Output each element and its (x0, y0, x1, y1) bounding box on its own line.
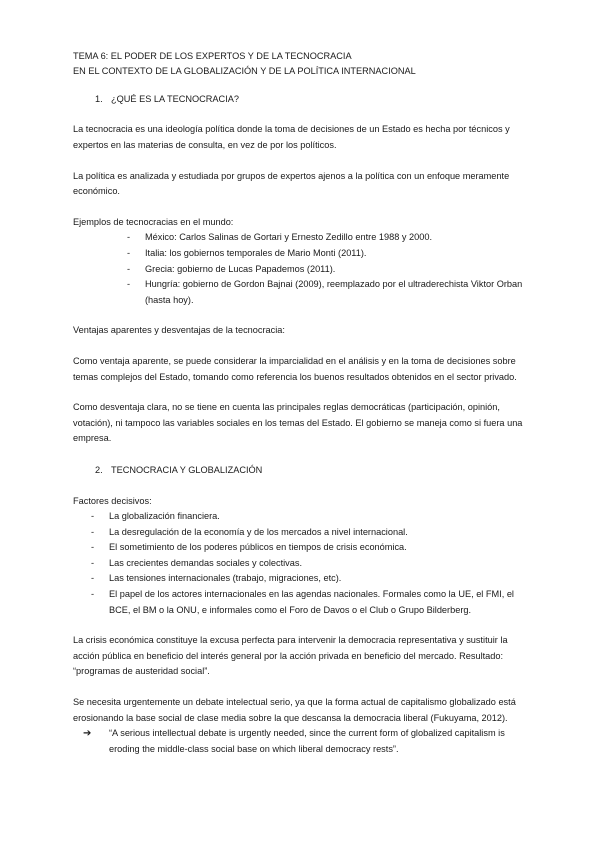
advantages-heading: Ventajas aparentes y desventajas de la tecnocracia: (73, 325, 285, 336)
english-quote (73, 726, 533, 757)
dash-bullet-icon: - (91, 526, 95, 537)
dash-bullet-icon: - (127, 263, 131, 274)
paragraph-definition: La tecnocracia es una ideología política donde la toma de decisiones de un Estado es hecha por técnicos y expertos en las materias de consulta, en vez de por los políticos. (73, 124, 510, 150)
list-item: - El sometimiento de los poderes públicos en tiempos de crisis económica. (73, 540, 533, 556)
list-item: - Las crecientes demandas sociales y colectivas. (73, 556, 533, 572)
paragraph-crisis: La crisis económica constituye la excusa perfecta para intervenir la democracia representativa y sustituir la acción pública en beneficio del interés general por la acción privada en beneficio del mercado. Resultado: “programas de austeridad social”. (73, 635, 508, 677)
section-2-heading (73, 463, 533, 479)
examples-intro: Ejemplos de tecnocracias en el mundo: (73, 216, 234, 227)
document-title (73, 49, 533, 80)
paragraph-disadvantage: Como desventaja clara, no se tiene en cuenta las principales reglas democráticas (participación, opinión, votación), ni tampoco las variables sociales en los temas del Estado. El gobierno se maneja como si fuera una empresa. (73, 402, 523, 444)
document-page (73, 49, 533, 757)
dash-bullet-icon: - (91, 557, 95, 568)
list-item: - Italia: los gobiernos temporales de Mario Monti (2011). (73, 246, 533, 262)
paragraph-analysis: La política es analizada y estudiada por grupos de expertos ajenos a la política con un enfoque meramente económico. (73, 170, 510, 197)
title-line-2: EN EL CONTEXTO DE LA GLOBALIZACIÓN Y DE LA POLÍTICA INTERNACIONAL (73, 66, 416, 77)
dash-bullet-icon: - (91, 573, 95, 584)
paragraph-advantage: Como ventaja aparente, se puede considerar la imparcialidad en el análisis y en la toma de decisiones sobre temas complejos del Estado, tomando como referencia los buenos resultados obtenidos en el sector privado. (73, 355, 517, 382)
dash-bullet-icon: - (91, 589, 95, 600)
dash-bullet-icon: - (91, 511, 95, 522)
section-1-heading (73, 92, 533, 108)
paragraph-debate: Se necesita urgentemente un debate intelectual serio, ya que la forma actual de capitalismo globalizado está erosionando la base social de clase media sobre la que descansa la democracia liberal (Fukuyama, 2012). (73, 697, 516, 723)
list-item: - El papel de los actores internacionales en las agendas nacionales. Formales como la UE, el FMI, el BCE, el BM o la ONU, e informales como el Foro de Davos o el Club o Grupo Bilderberg. (91, 589, 514, 615)
quote-text: “A serious intellectual debate is urgently needed, since the current form of globalized capitalism is eroding the middle-class social base on which liberal democracy rests”. (109, 728, 505, 754)
list-item: - Las tensiones internacionales (trabajo, migraciones, etc). (73, 571, 533, 587)
section-2-title: TECNOCRACIA Y GLOBALIZACIÓN (111, 464, 263, 475)
title-line-1: TEMA 6: EL PODER DE LOS EXPERTOS Y DE LA TECNOCRACIA (73, 51, 352, 61)
list-item: - La desregulación de la economía y de los mercados a nivel internacional. (73, 525, 533, 541)
dash-bullet-icon: - (91, 542, 95, 553)
list-item: - Hungría: gobierno de Gordon Bajnai (2009), reemplazado por el ultraderechista Viktor Orban (hasta hoy). (127, 279, 523, 305)
list-item: - Grecia: gobierno de Lucas Papademos (2011). (73, 262, 533, 278)
list-item: - La globalización financiera. (73, 509, 533, 525)
section-1-number: 1. (95, 93, 103, 104)
examples-list (73, 230, 533, 308)
dash-bullet-icon: - (127, 232, 131, 243)
section-2-number: 2. (95, 464, 103, 475)
factors-intro: Factores decisivos: (73, 495, 152, 506)
arrow-right-icon: ➔ (83, 728, 92, 740)
dash-bullet-icon: - (127, 279, 131, 290)
factors-list (73, 509, 533, 618)
list-item: - México: Carlos Salinas de Gortari y Ernesto Zedillo entre 1988 y 2000. (73, 230, 533, 246)
section-1-title: ¿QUÉ ES LA TECNOCRACIA? (111, 93, 239, 104)
dash-bullet-icon: - (127, 247, 131, 258)
